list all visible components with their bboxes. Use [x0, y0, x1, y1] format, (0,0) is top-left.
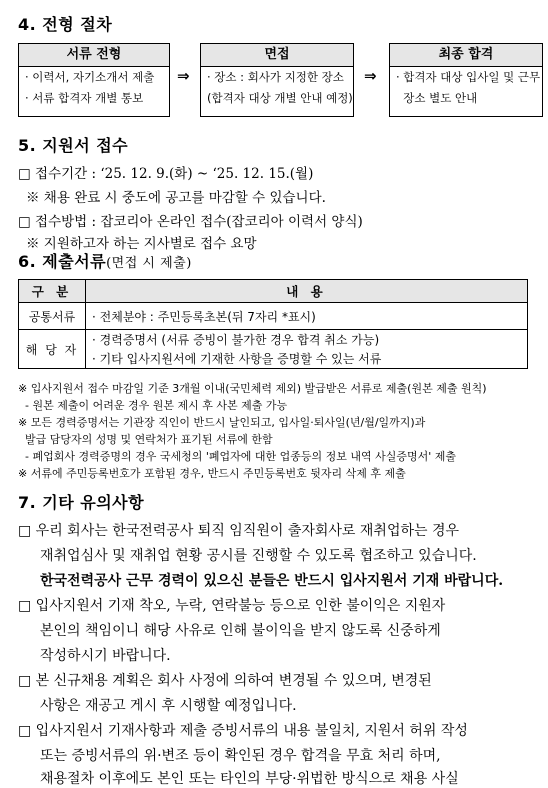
notice-line: 사항은 재공고 게시 후 시행할 예정입니다.	[40, 698, 297, 714]
section-6-title-text: 6. 제출서류	[18, 252, 107, 271]
notice-line: 채용절차 이후에도 본인 또는 타인의 부당·위법한 방식으로 채용 사실	[40, 771, 459, 787]
table-row	[19, 349, 528, 369]
section-4-title: 4. 전형 절차	[18, 15, 113, 34]
section-6-title	[18, 249, 192, 272]
doc-note: ※ 입사지원서 접수 마감일 기준 3개월 이내(국민체력 제외) 발급받은 서류로 제출(원본 제출 원칙)	[18, 382, 487, 395]
application-period: □ 접수기간 : ‘25. 12. 9.(화) ~ ‘25. 12. 15.(월)	[18, 166, 314, 182]
step-line: · 이력서, 자기소개서 제출	[25, 70, 155, 84]
process-step-document	[18, 43, 170, 117]
process-step-final	[389, 43, 543, 117]
notice-line-emphasis: 한국전력공사 근무 경력이 있으신 분들은 반드시 입사지원서 기재 바랍니다.	[40, 573, 504, 589]
step-line: · 합격자 대상 입사일 및 근무	[396, 70, 541, 84]
step-title: 면접	[201, 44, 353, 67]
section-5-title: 5. 지원서 접수	[18, 136, 129, 155]
section-6-title-note: (면접 시 제출)	[106, 256, 192, 271]
notice-line: 또는 증빙서류의 위·변조 등이 확인된 경우 합격을 무효 처리 하며,	[40, 748, 441, 764]
doc-note: ※ 서류에 주민등록번호가 포함된 경우, 반드시 주민등록번호 뒷자리 삭제 후 제출	[18, 467, 406, 480]
section-7-title: 7. 기타 유의사항	[18, 493, 145, 512]
arrow-icon: ⇒	[364, 67, 377, 85]
step-line: · 서류 합격자 개별 통보	[25, 91, 144, 105]
row-item: · 전체분야 : 주민등록초본(뒤 7자리 *표시)	[86, 303, 528, 330]
notice-line: □ 우리 회사는 한국전력공사 퇴직 임직원이 출자회사로 재취업하는 경우	[18, 523, 460, 539]
step-line: (합격자 대상 개별 안내 예정)	[207, 91, 353, 105]
row-item: · 기타 입사지원서에 기재한 사항을 증명할 수 있는 서류	[86, 349, 528, 369]
notice-line: 본인의 책임이니 해당 사유로 인해 불이익을 받지 않도록 신중하게	[40, 623, 441, 639]
doc-note: ※ 모든 경력증명서는 기관장 직인이 반드시 날인되고, 입사일·퇴사일(년/월/일까지)과	[18, 416, 426, 429]
step-title: 최종 합격	[390, 44, 542, 67]
doc-note: 발급 담당자의 성명 및 연락처가 표기된 서류에 한함	[18, 433, 273, 446]
row-label: 해 당 자	[19, 330, 86, 369]
arrow-icon: ⇒	[177, 67, 190, 85]
table-row	[19, 303, 528, 330]
notice-line: □ 입사지원서 기재사항과 제출 증빙서류의 내용 불일치, 지원서 허위 작성	[18, 723, 468, 739]
step-line: · 장소 : 회사가 지정한 장소	[207, 70, 344, 84]
documents-table	[18, 279, 528, 369]
early-close-note: ※ 채용 완료 시 중도에 공고를 마감할 수 있습니다.	[26, 190, 326, 206]
doc-note: - 폐업회사 경력증명의 경우 국세청의 '폐업자에 대한 업종등의 정보 내역 사실증명서' 제출	[18, 450, 457, 463]
process-step-interview	[200, 43, 354, 117]
step-title: 서류 전형	[19, 44, 169, 67]
notice-line: □ 입사지원서 기재 착오, 누락, 연락불능 등으로 인한 불이익은 지원자	[18, 598, 446, 614]
table-header-row	[19, 280, 528, 303]
notice-line: 재취업심사 및 재취업 현황 공시를 진행할 수 있도록 협조하고 있습니다.	[40, 548, 477, 564]
table-header: 구 분	[19, 280, 86, 303]
doc-note: - 원본 제출이 어려운 경우 원본 제시 후 사본 제출 가능	[18, 399, 288, 412]
table-row	[19, 330, 528, 350]
notice-line: 작성하시기 바랍니다.	[40, 648, 171, 664]
row-label: 공통서류	[19, 303, 86, 330]
step-line: 장소 별도 안내	[396, 91, 478, 105]
application-method: □ 접수방법 : 잡코리아 온라인 접수(잡코리아 이력서 양식)	[18, 214, 363, 230]
table-header: 내 용	[86, 280, 528, 303]
notice-line: □ 본 신규채용 계획은 회사 사정에 의하여 변경될 수 있으며, 변경된	[18, 673, 432, 689]
row-item: · 경력증명서 (서류 증빙이 불가한 경우 합격 취소 가능)	[86, 330, 528, 350]
branch-note: ※ 지원하고자 하는 지사별로 접수 요망	[26, 236, 257, 252]
